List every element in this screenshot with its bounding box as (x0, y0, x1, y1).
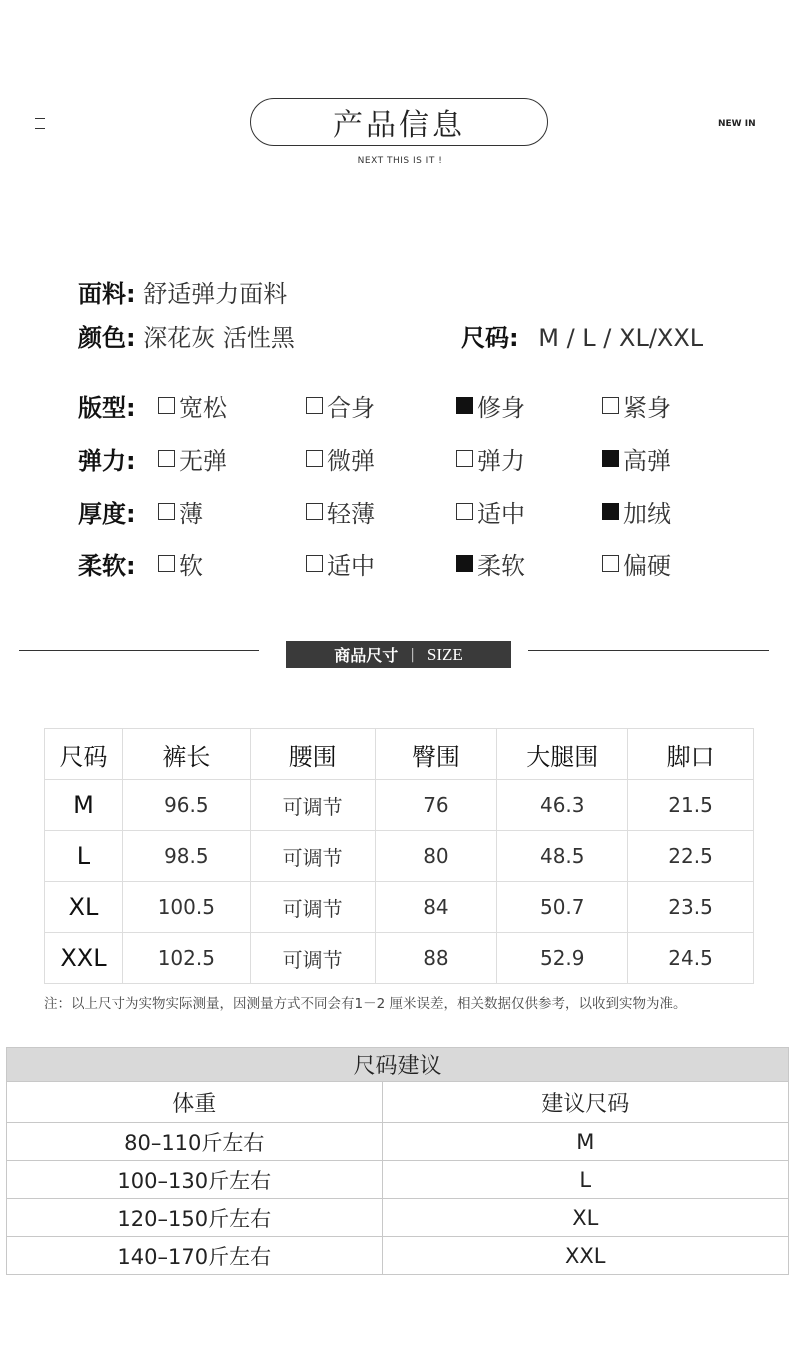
recommendation-header-row (7, 1082, 789, 1123)
unchecked-box-icon[interactable] (306, 503, 323, 520)
table-row (7, 1199, 789, 1237)
size-cell: XXL (45, 933, 123, 984)
table-row (45, 831, 754, 882)
header-cell: 大腿围 (497, 729, 628, 780)
measurement-cell: 80 (375, 831, 497, 882)
attribute-option-label: 修身 (477, 394, 525, 422)
attribute-label: 版型: (78, 394, 136, 422)
size-cell: XL (45, 882, 123, 933)
measurement-cell: 可调节 (250, 882, 375, 933)
divider-left (19, 650, 259, 651)
weight-cell: 80–110斤左右 (7, 1123, 383, 1161)
size-recommendation-table (6, 1047, 789, 1275)
attribute-option[interactable] (158, 546, 203, 581)
attribute-row (78, 494, 778, 528)
attribute-option-label: 软 (179, 552, 203, 580)
header-cell: 裤长 (122, 729, 250, 780)
size-banner-zh: 商品尺寸 (334, 646, 399, 665)
size-table (44, 728, 754, 984)
page-subtitle: NEXT THIS IS IT ! (357, 156, 443, 166)
table-row (45, 780, 754, 831)
measurement-note: 注：以上尺寸为实物实际测量，因测量方式不同会有1－2 厘米误差，相关数据仅供参考，以收到实物为准。 (44, 996, 687, 1012)
attribute-option[interactable] (456, 388, 525, 423)
attribute-label: 厚度: (78, 500, 136, 528)
size-label: 尺码: (461, 324, 519, 352)
attribute-option[interactable] (456, 441, 525, 476)
size-cell: M (45, 780, 123, 831)
attribute-option[interactable] (456, 546, 525, 581)
recommended-size-cell: XXL (382, 1237, 788, 1275)
measurement-cell: 88 (375, 933, 497, 984)
header-cell: 体重 (7, 1082, 383, 1123)
attribute-option-label: 紧身 (623, 394, 671, 422)
unchecked-box-icon[interactable] (158, 555, 175, 572)
attribute-option-label: 适中 (477, 500, 525, 528)
attribute-option-label: 宽松 (179, 394, 227, 422)
attribute-option[interactable] (158, 441, 227, 476)
unchecked-box-icon[interactable] (158, 450, 175, 467)
measurement-cell: 可调节 (250, 780, 375, 831)
measurement-cell: 46.3 (497, 780, 628, 831)
size-banner-separator: | (410, 646, 415, 663)
size-value: M / L / XL/XXL (538, 324, 704, 352)
attribute-option[interactable] (456, 494, 525, 529)
header-cell: 建议尺码 (382, 1082, 788, 1123)
checked-box-icon[interactable] (602, 503, 619, 520)
attribute-option-label: 弹力 (477, 447, 525, 475)
size-banner-en: SIZE (426, 644, 463, 664)
attribute-option-label: 加绒 (623, 500, 671, 528)
attribute-option[interactable] (602, 546, 671, 581)
attribute-label: 柔软: (78, 552, 136, 580)
color-label: 颜色: (78, 324, 136, 352)
divider-right (528, 650, 769, 651)
header-cell: 臀围 (375, 729, 497, 780)
attribute-option-label: 合身 (327, 394, 375, 422)
recommendation-title-row (7, 1048, 789, 1082)
attribute-option-label: 柔软 (477, 552, 525, 580)
measurement-cell: 23.5 (628, 882, 754, 933)
table-row (7, 1161, 789, 1199)
unchecked-box-icon[interactable] (602, 555, 619, 572)
header-cell: 脚口 (628, 729, 754, 780)
attribute-option-label: 薄 (179, 500, 203, 528)
color-value: 深花灰 活性黑 (143, 324, 295, 352)
weight-cell: 100–130斤左右 (7, 1161, 383, 1199)
page-title: 产品信息 (250, 98, 548, 146)
attribute-row (78, 388, 778, 422)
unchecked-box-icon[interactable] (306, 450, 323, 467)
attribute-option-label: 轻薄 (327, 500, 375, 528)
table-row (7, 1123, 789, 1161)
attribute-option[interactable] (158, 388, 227, 423)
table-row (7, 1237, 789, 1275)
measurement-cell: 可调节 (250, 831, 375, 882)
attribute-option-label: 无弹 (179, 447, 227, 475)
unchecked-box-icon[interactable] (158, 503, 175, 520)
unchecked-box-icon[interactable] (602, 397, 619, 414)
measurement-cell: 84 (375, 882, 497, 933)
attribute-option-label: 适中 (327, 552, 375, 580)
table-row (45, 882, 754, 933)
measurement-cell: 21.5 (628, 780, 754, 831)
menu-icon[interactable] (35, 118, 45, 130)
color-info (78, 318, 295, 353)
measurement-cell: 22.5 (628, 831, 754, 882)
measurement-cell: 52.9 (497, 933, 628, 984)
measurement-cell: 24.5 (628, 933, 754, 984)
measurement-cell: 98.5 (122, 831, 250, 882)
attribute-option[interactable] (306, 441, 375, 476)
weight-cell: 120–150斤左右 (7, 1199, 383, 1237)
measurement-cell: 48.5 (497, 831, 628, 882)
unchecked-box-icon[interactable] (456, 450, 473, 467)
attribute-label: 弹力: (78, 447, 136, 475)
weight-cell: 140–170斤左右 (7, 1237, 383, 1275)
attribute-option[interactable] (306, 546, 375, 581)
measurement-cell: 100.5 (122, 882, 250, 933)
attribute-row (78, 441, 778, 475)
fabric-value: 舒适弹力面料 (143, 280, 288, 308)
unchecked-box-icon[interactable] (306, 555, 323, 572)
size-section-banner (286, 641, 511, 668)
recommended-size-cell: M (382, 1123, 788, 1161)
measurement-cell: 50.7 (497, 882, 628, 933)
attribute-option[interactable] (306, 494, 375, 529)
attribute-option-label: 微弹 (327, 447, 375, 475)
fabric-info (78, 274, 287, 309)
unchecked-box-icon[interactable] (158, 397, 175, 414)
measurement-cell: 96.5 (122, 780, 250, 831)
size-info (461, 318, 703, 353)
attribute-option[interactable] (602, 494, 671, 529)
attribute-option[interactable] (602, 441, 671, 476)
unchecked-box-icon[interactable] (456, 503, 473, 520)
checked-box-icon[interactable] (456, 397, 473, 414)
recommended-size-cell: L (382, 1161, 788, 1199)
fabric-label: 面料: (78, 280, 136, 308)
header-cell: 腰围 (250, 729, 375, 780)
measurement-cell: 102.5 (122, 933, 250, 984)
measurement-cell: 可调节 (250, 933, 375, 984)
recommendation-title: 尺码建议 (7, 1048, 789, 1082)
attribute-row (78, 546, 778, 580)
attribute-option-label: 偏硬 (623, 552, 671, 580)
checked-box-icon[interactable] (602, 450, 619, 467)
recommended-size-cell: XL (382, 1199, 788, 1237)
measurement-cell: 76 (375, 780, 497, 831)
size-cell: L (45, 831, 123, 882)
header-cell: 尺码 (45, 729, 123, 780)
table-row (45, 933, 754, 984)
attribute-option-label: 高弹 (623, 447, 671, 475)
unchecked-box-icon[interactable] (306, 397, 323, 414)
new-in-badge: NEW IN (718, 119, 756, 129)
size-table-header (45, 729, 754, 780)
attribute-option[interactable] (158, 494, 203, 529)
checked-box-icon[interactable] (456, 555, 473, 572)
attribute-option[interactable] (602, 388, 671, 423)
attribute-option[interactable] (306, 388, 375, 423)
